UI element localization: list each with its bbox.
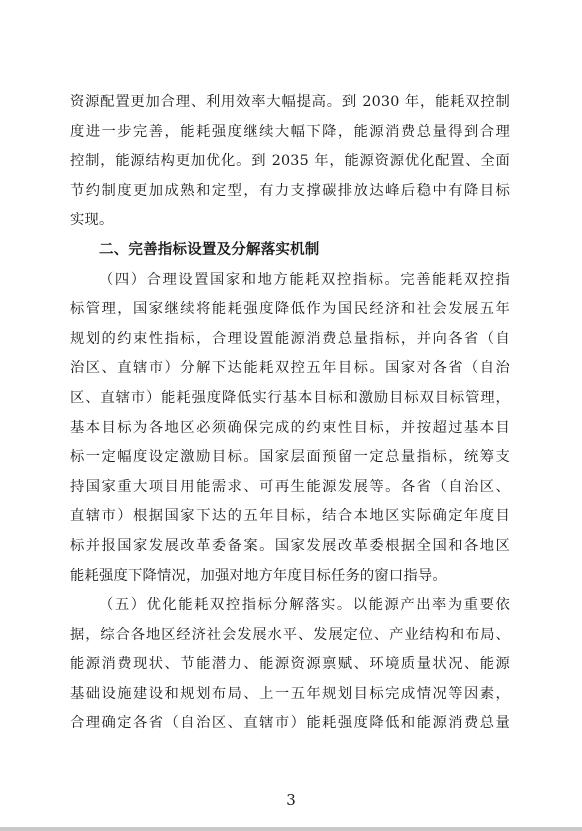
text-line: 能耗强度下降情况，加强对地方年度目标任务的窗口指导。: [70, 567, 447, 584]
text-line: 控制，能源结构更加优化。到 2035 年，能源资源优化配置、全面: [70, 153, 510, 170]
text-line: 标一定幅度设定激励目标。国家层面预留一定总量指标，统筹支: [70, 449, 510, 466]
text-line: 治区、直辖市）分解下达能耗双控五年目标。国家对各省（自治: [70, 360, 510, 377]
text-line: 规划的约束性指标，合理设置能源消费总量指标，并向各省（自: [70, 330, 510, 347]
page-bottom-border: [0, 827, 582, 831]
text-line: 资源配置更加合理、利用效率大幅提高。到 2030 年，能耗双控制: [70, 94, 510, 110]
page-number: 3: [286, 791, 296, 809]
text-line: 基础设施建设和规划布局、上一五年规划目标完成情况等因素，: [70, 685, 510, 702]
paragraph-first-line: （四）合理设置国家和地方能耗双控指标。完善能耗双控指: [99, 271, 510, 288]
paragraph-first-line: （五）优化能耗双控指标分解落实。以能源产出率为重要依: [99, 597, 510, 614]
text-line: 直辖市）根据国家下达的五年目标，结合本地区实际确定年度目: [70, 508, 510, 525]
text-line: 标管理，国家继续将能耗强度降低作为国民经济和社会发展五年: [70, 301, 510, 318]
text-line: 合理确定各省（自治区、直辖市）能耗强度降低和能源消费总量: [70, 715, 510, 732]
section-heading: 二、完善指标设置及分解落实机制: [99, 241, 320, 258]
text-line: 持国家重大项目用能需求、可再生能源发展等。各省（自治区、: [70, 478, 510, 495]
text-line: 据，综合各地区经济社会发展水平、发展定位、产业结构和布局、: [70, 626, 510, 643]
text-line: 区、直辖市）能耗强度降低实行基本目标和激励目标双目标管理，: [70, 389, 510, 406]
text-line: 标并报国家发展改革委备案。国家发展改革委根据全国和各地区: [70, 537, 510, 554]
text-line: 节约制度更加成熟和定型，有力支撑碳排放达峰后稳中有降目标: [70, 182, 510, 199]
text-line: 度进一步完善，能耗强度继续大幅下降，能源消费总量得到合理: [70, 123, 510, 140]
text-line: 基本目标为各地区必须确保完成的约束性目标，并按超过基本目: [70, 419, 510, 436]
text-line: 能源消费现状、节能潜力、能源资源禀赋、环境质量状况、能源: [70, 656, 510, 673]
document-body: [70, 88, 510, 739]
text-line: 实现。: [70, 212, 114, 229]
